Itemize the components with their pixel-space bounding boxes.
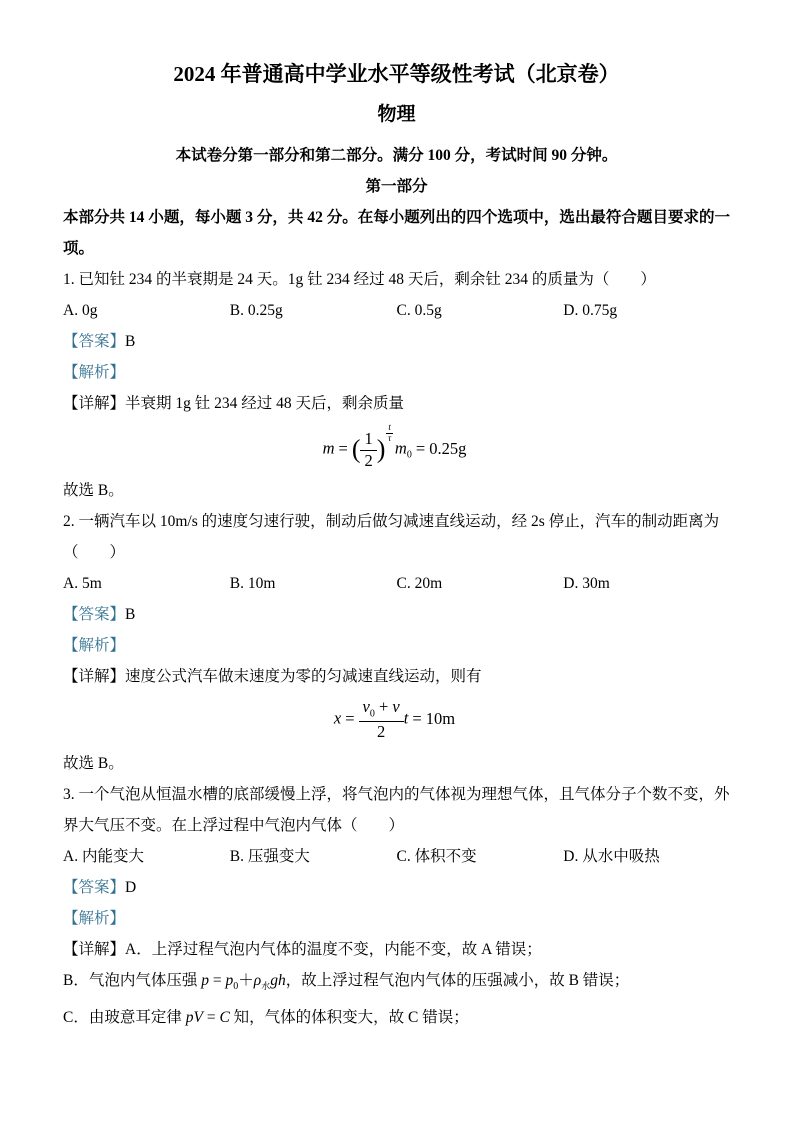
p-var: p	[201, 972, 209, 989]
fraction-numerator: 1	[360, 430, 376, 451]
question-3-answer-value: D	[125, 879, 137, 896]
question-3-detail-a-text: A．上浮过程气泡内气体的温度不变，内能不变，故 A 错误；	[125, 941, 542, 958]
question-1-answer-line	[63, 326, 730, 357]
question-1-formula	[63, 419, 730, 475]
question-3-option-c: C. 体积不变	[396, 848, 477, 865]
formula-lhs: m	[322, 438, 335, 458]
analysis-label: 【解析】	[63, 637, 126, 654]
pressure-inline-formula	[201, 972, 286, 993]
question-2-option-d: D. 30m	[563, 575, 610, 592]
answer-label: 【答案】	[63, 333, 126, 350]
exponent-numerator: t	[388, 422, 391, 433]
question-2-analysis-line	[63, 630, 730, 661]
boyle-law-inline-formula	[186, 1009, 230, 1026]
rho-water-subscript: 水	[261, 981, 271, 992]
detail-b-suffix: ，故上浮过程气泡内气体的压强减小，故 B 错误；	[285, 972, 630, 989]
question-1-answer-value: B	[125, 333, 136, 350]
question-3-analysis-line	[63, 903, 730, 934]
velocity-fraction	[359, 698, 404, 742]
answer-label: 【答案】	[63, 879, 126, 896]
m0-base: m	[394, 438, 407, 458]
m0-subscript: 0	[406, 450, 412, 462]
question-3-detail-b	[63, 965, 730, 1002]
answer-label: 【答案】	[63, 606, 126, 623]
equals-sign: =	[338, 438, 348, 458]
question-1-option-c: C. 0.5g	[396, 302, 442, 319]
question-3-answer-line	[63, 872, 730, 903]
detail-c-suffix: 知，气体的体积变大，故 C 错误；	[229, 1009, 469, 1027]
half-life-formula	[323, 423, 471, 470]
question-2-option-a: A. 5m	[63, 575, 102, 592]
braking-distance-formula	[334, 698, 459, 742]
question-2	[63, 506, 730, 779]
gh-vars: gh	[270, 972, 286, 989]
fraction-denominator: 2	[364, 450, 373, 470]
question-1-option-d: D. 0.75g	[563, 302, 618, 319]
p0-subscript: 0	[233, 981, 239, 993]
question-2-options	[63, 568, 730, 599]
question-3-stem: 3. 一个气泡从恒温水槽的底部缓慢上浮，将气泡内的气体视为理想气体，且气体分子个数不变，外界大气压不变。在上浮过程中气泡内气体（ ）	[63, 786, 730, 834]
question-2-conclusion: 故选 B。	[63, 755, 124, 772]
question-2-detail-text: 速度公式汽车做末速度为零的匀减速直线运动，则有	[125, 668, 482, 685]
question-2-detail-line	[63, 661, 730, 692]
detail-b-prefix: B．气泡内气体压强	[63, 972, 202, 989]
v0-subscript: 0	[369, 708, 375, 720]
c-constant: C	[219, 1009, 230, 1027]
pv-vars: pV	[185, 1009, 203, 1027]
p0-base: p	[225, 972, 234, 989]
question-3-option-d: D. 从水中吸热	[563, 848, 660, 865]
question-1-analysis-line	[63, 357, 730, 388]
question-1	[63, 264, 730, 506]
question-3-detail-a	[63, 934, 730, 965]
analysis-label: 【解析】	[63, 910, 126, 927]
question-1-option-b: B. 0.25g	[229, 302, 283, 319]
detail-label: 【详解】	[63, 668, 126, 685]
time-factor: t	[403, 708, 409, 728]
question-3-options	[63, 841, 730, 872]
question-1-option-a: A. 0g	[63, 302, 98, 319]
question-2-answer-value: B	[125, 606, 136, 623]
question-1-detail-text: 半衰期 1g 钍 234 经过 48 天后，剩余质量	[125, 395, 405, 412]
detail-label: 【详解】	[63, 395, 126, 412]
close-paren: )	[376, 435, 386, 465]
plus-sign: +	[374, 697, 393, 717]
formula-result: = 0.25g	[415, 438, 467, 458]
fraction-numerator	[359, 698, 404, 722]
equals-sign: =	[202, 1009, 220, 1027]
one-half-fraction	[360, 430, 376, 471]
question-2-option-c: C. 20m	[396, 575, 443, 592]
exam-info: 本试卷分第一部分和第二部分。满分 100 分，考试时间 90 分钟。	[175, 147, 618, 164]
part-description: 本部分共 14 小题，每小题 3 分，共 42 分。在每小题列出的四个选项中，选出最符合题目要求的一项。	[63, 209, 730, 257]
subject-title: 物理	[377, 104, 416, 125]
question-2-stem: 2. 一辆汽车以 10m/s 的速度匀速行驶，制动后做匀减速直线运动，经 2s 停止，汽车的制动距离为（ ）	[63, 513, 720, 561]
exponent-fraction	[386, 423, 393, 443]
detail-c-prefix: C．由玻意耳定律	[63, 1009, 186, 1027]
question-2-option-b: B. 10m	[229, 575, 276, 592]
question-3-detail-c	[63, 1002, 730, 1033]
analysis-label: 【解析】	[63, 364, 126, 381]
question-2-answer-line	[63, 599, 730, 630]
rho-var: ρ	[253, 972, 262, 989]
v0-base: v	[362, 697, 370, 717]
page-title: 2024 年普通高中学业水平等级性考试（北京卷）	[173, 62, 620, 86]
question-3-option-a: A. 内能变大	[63, 848, 144, 865]
formula-result: = 10m	[412, 708, 456, 728]
v-var: v	[392, 697, 400, 717]
question-1-detail-line	[63, 388, 730, 419]
equals-sign: =	[208, 972, 226, 989]
question-1-conclusion: 故选 B。	[63, 482, 124, 499]
exponent-denominator: τ	[388, 432, 392, 443]
open-paren: (	[351, 435, 361, 465]
part-title: 第一部分	[365, 178, 428, 195]
formula-lhs: x	[333, 708, 342, 728]
question-1-stem: 1. 已知钍 234 的半衰期是 24 天。1g 钍 234 经过 48 天后，剩余钍 234 的质量为（ ）	[63, 271, 656, 288]
question-3	[63, 779, 730, 1033]
question-1-options	[63, 295, 730, 326]
question-3-option-b: B. 压强变大	[229, 848, 310, 865]
question-2-formula	[63, 692, 730, 748]
fraction-denominator: 2	[377, 721, 386, 741]
detail-label: 【详解】	[63, 941, 126, 958]
plus-sign: ＋	[238, 972, 254, 989]
equals-sign: =	[345, 708, 355, 728]
